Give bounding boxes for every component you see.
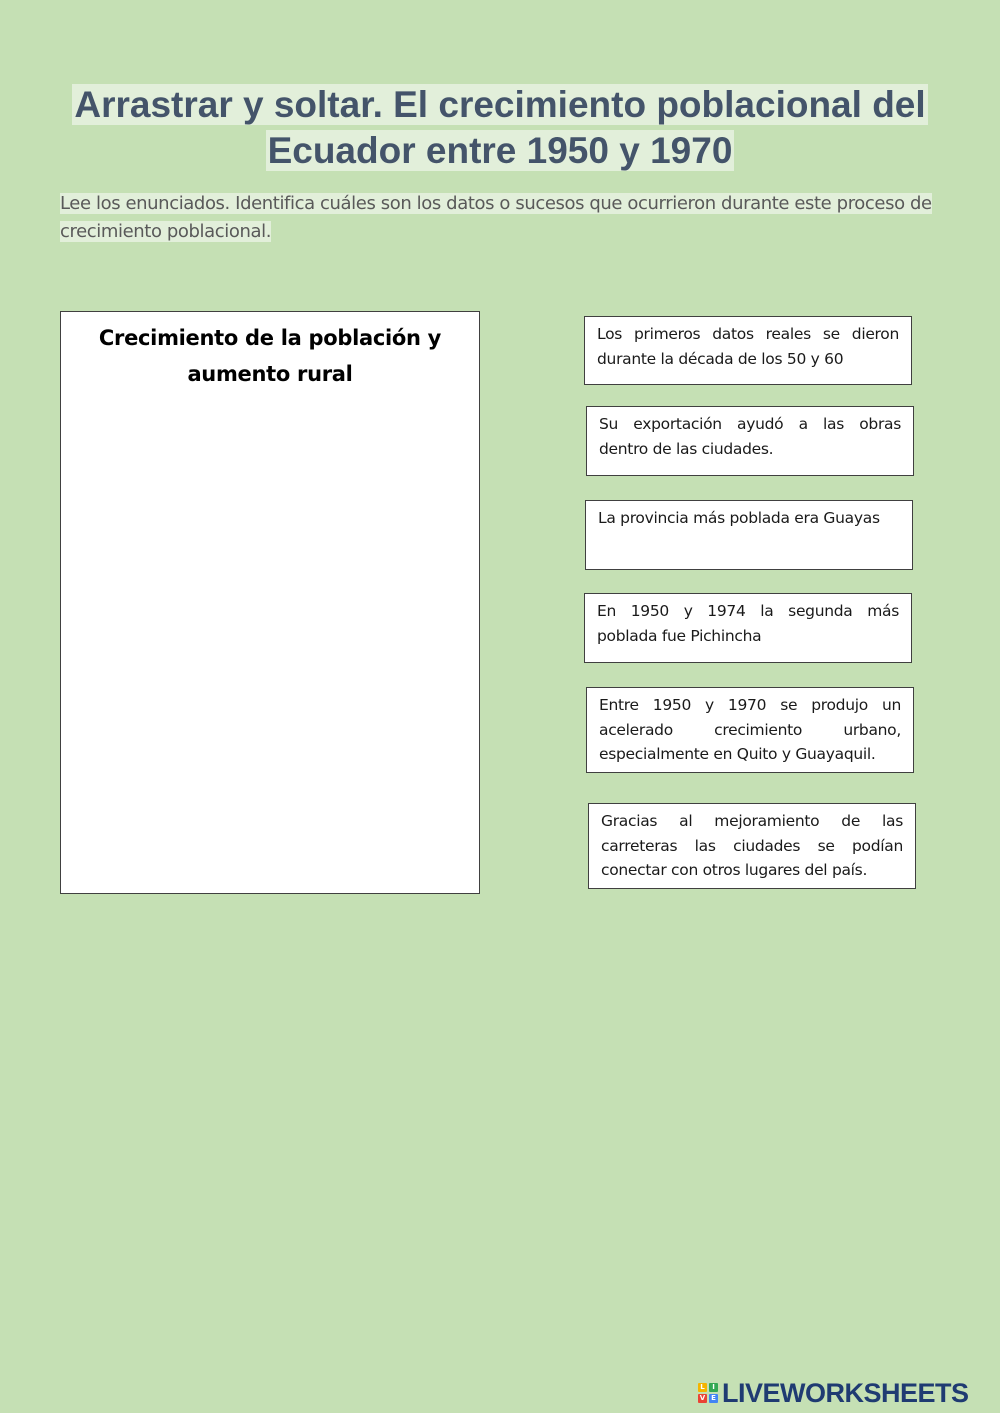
logo-letter-e: E xyxy=(709,1394,718,1403)
drop-zone-title-line2: aumento rural xyxy=(187,362,353,386)
worksheet-title xyxy=(40,82,960,174)
instructions-line2: crecimiento poblacional. xyxy=(60,221,272,242)
instructions xyxy=(60,190,940,246)
instructions-line1: Lee los enunciados. Identifica cuáles son los datos o sucesos que ocurrieron durante este proceso de xyxy=(60,193,932,214)
drop-zone-title xyxy=(81,320,459,392)
card-text: Entre 1950 y 1970 se produjo un acelerado crecimiento urbano, especialmente en Quito y Guayaquil. xyxy=(599,696,901,763)
draggable-card-2[interactable] xyxy=(586,406,914,476)
draggable-card-6[interactable] xyxy=(588,803,916,889)
draggable-card-4[interactable] xyxy=(584,593,912,663)
liveworksheets-logo-icon xyxy=(698,1383,718,1403)
draggable-card-5[interactable] xyxy=(586,687,914,773)
worksheet-title-line2: Ecuador entre 1950 y 1970 xyxy=(267,130,733,171)
card-text: En 1950 y 1974 la segunda más poblada fue Pichincha xyxy=(597,602,899,645)
drop-zone[interactable] xyxy=(60,311,480,894)
logo-letter-v: V xyxy=(699,1394,706,1402)
card-text: Gracias al mejoramiento de las carreteras las ciudades se podían conectar con otros lugares del país. xyxy=(601,812,903,879)
drop-zone-title-line1: Crecimiento de la población y xyxy=(98,326,442,350)
liveworksheets-logo xyxy=(698,1378,969,1408)
logo-letter-i: I xyxy=(709,1383,718,1392)
draggable-card-3[interactable] xyxy=(585,500,913,570)
logo-text: LIVEWORKSHEETS xyxy=(722,1377,969,1408)
logo-letter-l: L xyxy=(698,1383,707,1392)
card-text: Su exportación ayudó a las obras dentro de las ciudades. xyxy=(599,415,901,458)
draggable-card-1[interactable] xyxy=(584,316,912,385)
worksheet-title-line1: Arrastrar y soltar. El crecimiento poblacional del xyxy=(74,84,926,125)
card-text: Los primeros datos reales se dieron durante la década de los 50 y 60 xyxy=(597,325,899,368)
card-text: La provincia más poblada era Guayas xyxy=(598,509,880,527)
